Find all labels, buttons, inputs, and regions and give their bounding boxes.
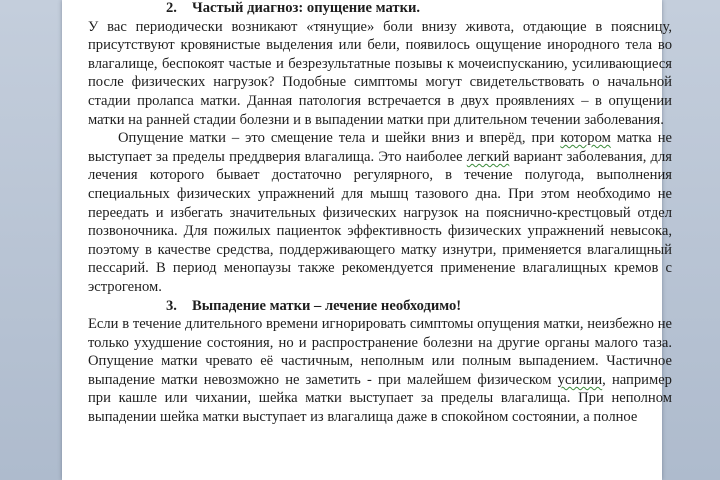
section-3-number: 3. bbox=[166, 297, 177, 314]
section-2-heading bbox=[88, 0, 672, 18]
section-2-paragraph-2-part-a: Опущение матки – это смещение тела и шейки вниз и вперёд, при bbox=[118, 130, 561, 147]
grammar-flagged-word: котором bbox=[560, 130, 611, 147]
section-2-paragraph-2[interactable] bbox=[88, 129, 672, 296]
section-3-paragraph-1-part-c: , например при кашле или чихании, шейка матки выступает за пределы влагалища. При неполном выпадении шейка матки выступает из влагалища даже в спокойном состоянии, а полное bbox=[88, 371, 672, 426]
section-2-number: 2. bbox=[166, 0, 177, 16]
section-3-paragraph-1-part-a: Если в течение длительного времени игнорировать симптомы опущения матки, неизбежно не только ухудшение состояния, но и распространение болезни на другие органы малого таза. Опущение матки чревато её частичным, неполным или полным выпадением. Частичное выпадение матки невозможно не заметить - при малейшем физическом bbox=[88, 316, 672, 388]
section-2-paragraph-2-part-c: матка не выступает за пределы преддверия влагалища. Это наиболее bbox=[88, 130, 672, 165]
document-page[interactable] bbox=[62, 0, 672, 480]
section-3-paragraph-1[interactable] bbox=[88, 315, 672, 427]
section-2-title: Частый диагноз: опущение матки. bbox=[192, 0, 421, 16]
section-3-title: Выпадение матки – лечение необходимо! bbox=[192, 297, 462, 314]
grammar-flagged-word: легкий bbox=[466, 148, 510, 165]
section-3-heading bbox=[88, 297, 672, 316]
section-2-paragraph-1[interactable]: У вас периодически возникают «тянущие» боли внизу живота, отдающие в поясницу, присутствуют кровянистые выделения или бели, появилось ощущение инородного тела во влагалище, беспокоят частые и безрезультатные позывы к мочеиспусканию, усиливающиеся после физических нагрузок? Подобные симптомы могут свидетельствовать о начальной стадии пролапса матки. Данная патология встречается в двух проявлениях – в опущении матки на ранней стадии болезни и в выпадении матки при длительном течении заболевания. bbox=[88, 18, 672, 128]
grammar-flagged-word: усилии bbox=[557, 371, 603, 388]
page-content bbox=[88, 0, 672, 427]
section-2-paragraph-2-part-e: вариант заболевания, для лечения которого бывает достаточно регулярного, в течение полугода, выполнения специальных физических упражнений для мышц тазового дна. При этом необходимо не переедать и избегать значительных физических нагрузок на пояснично-крестцовый отдел позвоночника. Для пожилых пациенток эффективность физических упражнений невысока, поэтому в качестве средства, поддерживающего матку изнутри, применяется влагалищный пессарий. В период менопаузы также рекомендуется применение влагалищных кремов с эстрогеном. bbox=[88, 148, 672, 295]
